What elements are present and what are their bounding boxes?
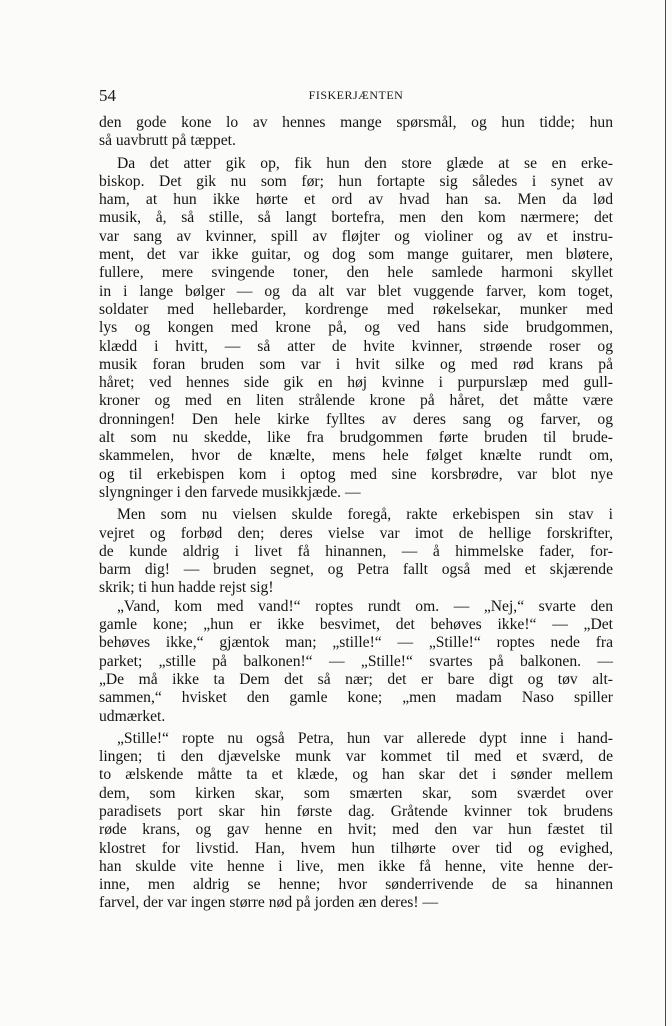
text-line: Da det atter gik op, fik hun den store glæde at se en erke-	[117, 154, 613, 172]
text-line: paradisets port skar hin første dag. Gråtende kvinner tok brudens	[99, 802, 613, 820]
text-line: udmærket.	[99, 707, 166, 725]
text-line: musik, å, så stille, så langt bortefra, men den kom nærmere; det	[99, 209, 613, 227]
text-line: soldater med hellebarder, kordrenge med røkelsekar, munker med	[99, 300, 613, 318]
text-line: håret; ved hennes side gik en høj kvinne i purpurslæp med gull-	[99, 374, 613, 392]
text-line: barm dig! — bruden segnet, og Petra fallt også med et skjærende	[99, 561, 613, 579]
text-line: behøves ikke,“ gjæntok man; „stille!“ — „Stille!“ roptes nede fra	[99, 634, 613, 652]
text-line: lingen; ti den djævelske munk var kommet til med et sværd, de	[99, 748, 613, 766]
body-text	[99, 114, 613, 913]
text-line: røde krans, og gav henne en hvit; med den var hun fæstet til	[99, 821, 613, 839]
text-line: to ælskende måtte ta et klæde, og han skar det i sønder mellem	[99, 766, 613, 784]
text-line: sammen,“ hvisket den gamle kone; „men madam Naso spiller	[99, 689, 613, 707]
text-line: gamle kone; „hun er ikke besvimet, det behøves ikke!“ — „Det	[99, 616, 613, 634]
paragraph	[99, 155, 613, 503]
text-line: „Stille!“ ropte nu også Petra, hun var allerede dypt inne i hand-	[117, 729, 613, 747]
text-line: vejret og forbød den; deres vielse var imot de hellige forskrifter,	[99, 524, 613, 542]
text-line: han skulde vite henne i live, men ikke få henne, vite henne der-	[99, 857, 613, 875]
text-line: dem, som kirken skar, som smærten skar, som sværdet over	[99, 784, 613, 802]
text-line: den gode kone lo av hennes mange spørsmål, og hun tidde; hun	[99, 114, 613, 131]
text-line: „De må ikke ta Dem det så nær; det er bare digt og tøv alt-	[99, 670, 613, 688]
page-edge-line	[665, 0, 666, 1026]
text-line: farvel, der var ingen større nød på jorden æn deres! —	[99, 894, 439, 912]
text-line: ment, det var ikke guitar, og dog som mange guitarer, men bløtere,	[99, 246, 613, 264]
text-line: ham, at hun ikke hørte et ord av hvad han sa. Men da lød	[99, 191, 613, 209]
text-line: dronningen! Den hele kirke fylltes av deres sang og farver, og	[99, 410, 613, 428]
text-line: biskop. Det gik nu som før; hun fortapte sig således i synet av	[99, 172, 613, 190]
text-line: kroner og med en liten strålende krone på håret, det måtte være	[99, 392, 613, 410]
text-line: alt som nu skedde, like fra brudgommen førte bruden til brude-	[99, 429, 613, 447]
text-line: og til erkebispen kom i optog med sine korsbrødre, var blot nye	[99, 465, 613, 483]
text-line: inne, men aldrig se henne; hvor sønderrivende de sa hinannen	[99, 876, 613, 894]
text-line: skrik; ti hun hadde rejst sig!	[99, 579, 274, 597]
paragraph	[99, 506, 613, 597]
text-line: lys og kongen med krone på, og ved hans side brudgommen,	[99, 319, 613, 337]
text-line: klædd i hvitt, — så atter de hvite kvinner, strøende roser og	[99, 337, 613, 355]
text-line: parket; „stille på balkonen!“ — „Stille!“ svartes på balkonen. —	[99, 652, 613, 670]
text-line: de kunde aldrig i livet få hinannen, — å himmelske fader, for-	[99, 542, 613, 560]
text-line: „Vand, kom med vand!“ roptes rundt om. — „Nej,“ svarte den	[117, 597, 613, 615]
page-number: 54	[99, 86, 116, 105]
text-line: in i lange bølger — og da alt var blet vuggende farver, kom toget,	[99, 282, 613, 300]
text-line: skammelen, hvor de knælte, mens hele følget knælte rundt om,	[99, 447, 613, 465]
text-line: så uavbrutt på tæppet.	[99, 132, 236, 150]
text-line: var sang av kvinner, spill av fløjter og violiner og av et instru-	[99, 227, 613, 245]
text-line: klostret for livstid. Han, hvem hun tilhørte over tid og evighed,	[99, 839, 613, 857]
paragraph	[99, 730, 613, 913]
text-line: slyngninger i den farvede musikkjæde. —	[99, 483, 361, 501]
paragraph	[99, 114, 613, 151]
text-line: musik foran bruden som var i hvit silke og med rød krans på	[99, 355, 613, 373]
page-header	[99, 86, 613, 108]
text-line: fullere, mere svingende toner, den hele samlede harmoni skyllet	[99, 264, 613, 282]
paragraph	[99, 598, 613, 726]
running-title: FISKERJÆNTEN	[308, 88, 404, 102]
text-line: Men som nu vielsen skulde foregå, rakte erkebispen sin stav i	[117, 506, 613, 524]
